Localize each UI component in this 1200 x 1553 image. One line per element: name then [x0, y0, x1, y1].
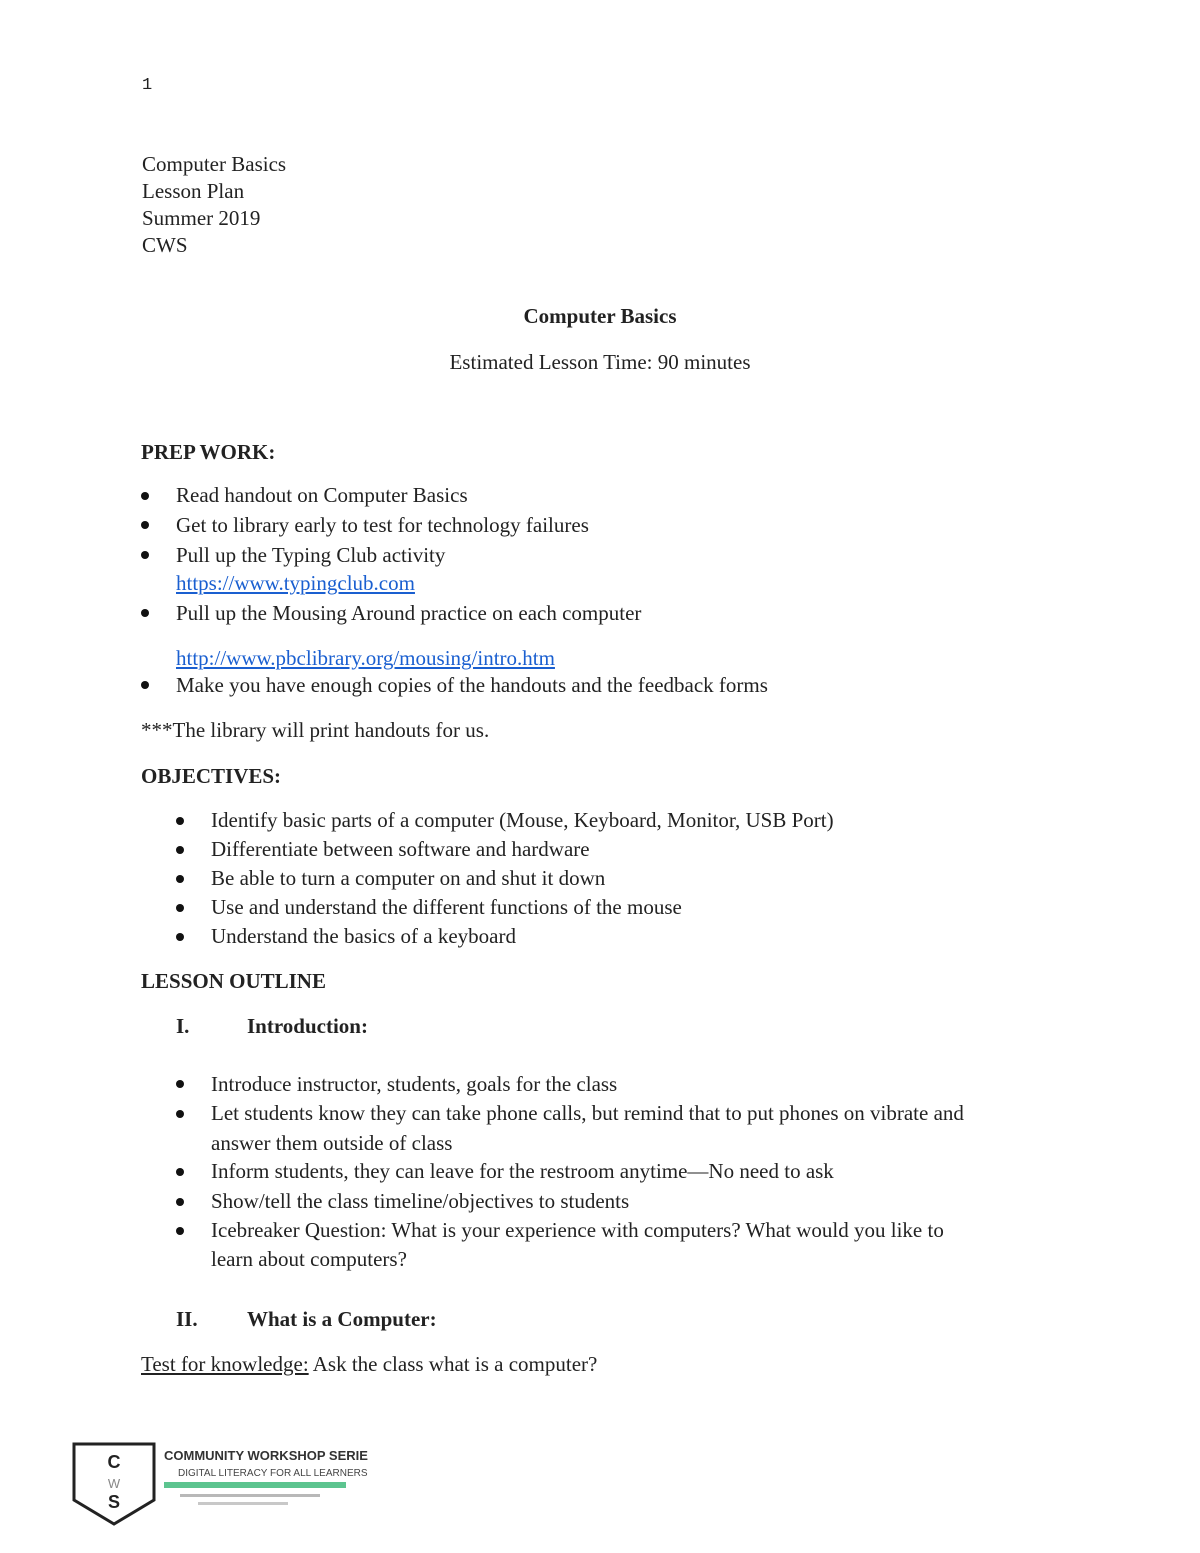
prep-item: Make you have enough copies of the handouts and the feedback forms — [176, 673, 768, 697]
section-numeral: I. — [176, 1014, 190, 1038]
header-doc-type: Lesson Plan — [142, 179, 245, 203]
bullet-icon — [176, 1080, 184, 1088]
typingclub-link[interactable]: https://www.typingclub.com — [176, 571, 415, 595]
section-title-what-is-computer: What is a Computer: — [247, 1307, 437, 1331]
cws-shield-icon — [68, 1442, 368, 1528]
test-knowledge-label: Test for knowledge: — [141, 1352, 309, 1376]
objective-item: Identify basic parts of a computer (Mouse, Keyboard, Monitor, USB Port) — [211, 808, 834, 832]
prep-item: Pull up the Typing Club activity — [176, 543, 446, 567]
bullet-icon — [176, 817, 184, 825]
bullet-icon — [141, 521, 149, 529]
bullet-icon — [176, 1110, 184, 1118]
header-course: Computer Basics — [142, 152, 287, 176]
page-title: Computer Basics — [523, 304, 677, 328]
logo-tagline: DIGITAL LITERACY FOR ALL LEARNERS — [178, 1468, 368, 1479]
library-note: ***The library will print handouts for us. — [141, 718, 490, 742]
prep-item: Pull up the Mousing Around practice on each computer — [176, 601, 642, 625]
bullet-icon — [176, 875, 184, 883]
intro-item: Icebreaker Question: What is your experience with computers? What would you like to — [211, 1218, 944, 1242]
bullet-icon — [176, 1168, 184, 1176]
objective-item: Differentiate between software and hardware — [211, 837, 590, 861]
test-knowledge-line — [141, 1352, 597, 1377]
bullet-icon — [141, 551, 149, 559]
objective-item: Understand the basics of a keyboard — [211, 924, 516, 948]
mousing-link[interactable]: http://www.pbclibrary.org/mousing/intro.htm — [176, 646, 555, 670]
bullet-icon — [176, 1227, 184, 1235]
logo-letter-s: S — [107, 1492, 121, 1512]
bullet-icon — [176, 904, 184, 912]
objective-item: Use and understand the different functions of the mouse — [211, 895, 682, 919]
section-numeral: II. — [176, 1307, 198, 1331]
test-knowledge-text: Ask the class what is a computer? — [308, 1352, 598, 1376]
intro-item-continuation: learn about computers? — [211, 1247, 407, 1271]
prep-item: Get to library early to test for technology failures — [176, 513, 589, 537]
page-number: 1 — [142, 76, 153, 95]
bullet-icon — [176, 1198, 184, 1206]
bullet-icon — [141, 681, 149, 689]
logo-letter-c: C — [107, 1452, 121, 1472]
header-term: Summer 2019 — [142, 206, 261, 230]
intro-item-continuation: answer them outside of class — [211, 1131, 453, 1155]
logo-fine-print — [180, 1494, 320, 1497]
bullet-icon — [141, 609, 149, 617]
logo-title: COMMUNITY WORKSHOP SERIES — [164, 1448, 368, 1463]
bullet-icon — [176, 933, 184, 941]
intro-item: Inform students, they can leave for the restroom anytime—No need to ask — [211, 1159, 834, 1183]
bullet-icon — [141, 492, 149, 500]
bullet-icon — [176, 846, 184, 854]
logo-accent-bar — [164, 1482, 346, 1488]
cws-logo — [68, 1442, 368, 1528]
prep-item: Read handout on Computer Basics — [176, 483, 468, 507]
lesson-outline-heading: LESSON OUTLINE — [141, 969, 326, 993]
objective-item: Be able to turn a computer on and shut it down — [211, 866, 606, 890]
header-org: CWS — [142, 233, 188, 257]
intro-item: Let students know they can take phone calls, but remind that to put phones on vibrate and — [211, 1101, 964, 1125]
lesson-time: Estimated Lesson Time: 90 minutes — [449, 350, 751, 374]
prep-work-heading: PREP WORK: — [141, 440, 276, 464]
section-title-introduction: Introduction: — [247, 1014, 368, 1038]
intro-item: Show/tell the class timeline/objectives to students — [211, 1189, 630, 1213]
logo-fine-print — [198, 1502, 288, 1505]
intro-item: Introduce instructor, students, goals for the class — [211, 1072, 618, 1096]
logo-letter-w: W — [107, 1476, 121, 1491]
objectives-heading: OBJECTIVES: — [141, 764, 282, 788]
